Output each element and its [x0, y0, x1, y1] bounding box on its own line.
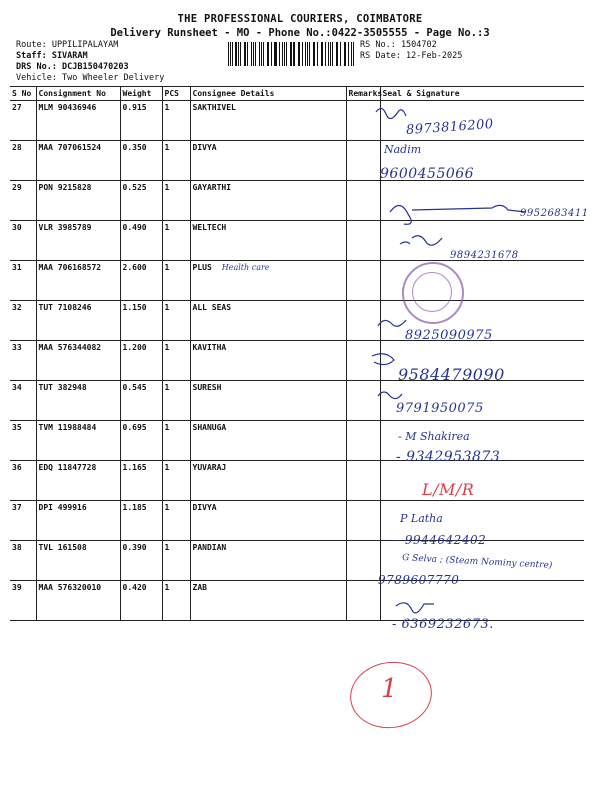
barcode-bar: [240, 42, 241, 66]
cell-sno-text: 32: [12, 303, 22, 312]
cell-pcs: [162, 181, 190, 221]
meta-left: [16, 40, 164, 84]
sig-27: 8973816200: [405, 116, 495, 139]
company-stamp: [402, 262, 464, 324]
table-row: [10, 381, 584, 421]
cell-consignment: [36, 461, 120, 501]
cell-consignment-text: TVL 161508: [38, 543, 87, 552]
sig-34: 9791950075: [396, 401, 484, 416]
cell-remarks: [346, 461, 380, 501]
cell-sno: [10, 381, 36, 421]
barcode-bar: [314, 42, 315, 66]
staff: Staff: SIVARAM: [16, 51, 88, 61]
cell-weight: [120, 421, 162, 461]
cell-consignment-text: TUT 382948: [38, 383, 87, 392]
col-sno: S No: [10, 87, 36, 101]
rs-date: RS Date: 12-Feb-2025: [360, 51, 463, 61]
cell-consignment-text: PON 9215828: [38, 183, 92, 192]
table-row: [10, 301, 584, 341]
cell-pcs-text: 1: [164, 183, 170, 192]
runsheet-table: [10, 86, 584, 621]
cell-weight: [120, 141, 162, 181]
col-consignee: Consignee Details: [190, 87, 346, 101]
cell-weight-text: 0.420: [122, 583, 147, 592]
cell-pcs-text: 1: [164, 423, 170, 432]
col-signature: Seal & Signature: [380, 87, 584, 101]
cell-consignee: [190, 181, 346, 221]
cell-consignment: [36, 221, 120, 261]
cell-pcs-text: 1: [164, 343, 170, 352]
sig-35-name: - M Shakirea: [398, 430, 470, 443]
sig-32: 8925090975: [405, 328, 493, 343]
barcode-bar: [255, 42, 256, 66]
meta-right: [360, 40, 462, 62]
cell-signature: [380, 461, 584, 501]
cell-sno: [10, 421, 36, 461]
col-consignment: Consignment No: [36, 87, 120, 101]
cell-consignee: [190, 141, 346, 181]
cell-pcs: [162, 221, 190, 261]
cell-sno: [10, 541, 36, 581]
barcode-bar: [275, 42, 276, 66]
cell-sno: [10, 101, 36, 141]
barcode: [228, 42, 356, 66]
cell-consignee: [190, 261, 346, 301]
cell-consignee: [190, 381, 346, 421]
sig-35: - 9342953873: [396, 449, 501, 465]
barcode-bar: [351, 42, 352, 66]
barcode-bar: [286, 42, 287, 66]
cell-remarks: [346, 581, 380, 621]
cell-sno-text: 28: [12, 143, 22, 152]
cell-pcs-text: 1: [164, 463, 170, 472]
barcode-bar: [251, 42, 252, 66]
cell-consignee: [190, 501, 346, 541]
cell-pcs-text: 1: [164, 263, 170, 272]
cell-pcs-text: 1: [164, 143, 170, 152]
cell-weight: [120, 541, 162, 581]
cell-remarks: [346, 501, 380, 541]
vehicle: Vehicle: Two Wheeler Delivery: [16, 73, 165, 83]
cell-consignment-text: VLR 3985789: [38, 223, 92, 232]
barcode-bar: [337, 42, 338, 66]
cell-consignee-text: ALL SEAS: [192, 303, 232, 312]
cell-consignee: [190, 581, 346, 621]
rs-number: RS No.: 1504702: [360, 40, 437, 50]
barcode-bar: [279, 42, 280, 66]
cell-pcs-text: 1: [164, 303, 170, 312]
table-header: [10, 87, 584, 101]
cell-pcs-text: 1: [164, 103, 170, 112]
cell-consignee: [190, 101, 346, 141]
barcode-bar: [247, 42, 248, 66]
cell-consignment-text: MAA 576344082: [38, 343, 102, 352]
cell-remarks: [346, 101, 380, 141]
barcode-bar: [235, 42, 236, 66]
cell-sno-text: 37: [12, 503, 22, 512]
cell-consignment: [36, 141, 120, 181]
col-weight: Weight: [120, 87, 162, 101]
cell-sno: [10, 301, 36, 341]
sig-28: 9600455066: [380, 166, 475, 182]
cell-consignee: [190, 421, 346, 461]
cell-weight-text: 0.915: [122, 103, 147, 112]
cell-sno-text: 30: [12, 223, 22, 232]
barcode-bar: [328, 42, 329, 66]
cell-sno: [10, 341, 36, 381]
cell-sno: [10, 181, 36, 221]
cell-pcs-text: 1: [164, 223, 170, 232]
cell-consignee-text: ZAB: [192, 583, 207, 592]
cell-weight: [120, 501, 162, 541]
cell-sno-text: 35: [12, 423, 22, 432]
cell-consignee: [190, 341, 346, 381]
cell-consignment-text: TUT 7108246: [38, 303, 92, 312]
cell-pcs: [162, 501, 190, 541]
cell-pcs: [162, 101, 190, 141]
barcode-bar: [263, 42, 264, 66]
barcode-bar: [309, 42, 310, 66]
cell-pcs: [162, 381, 190, 421]
cell-pcs: [162, 141, 190, 181]
cell-pcs-text: 1: [164, 543, 170, 552]
barcode-bar: [322, 42, 323, 66]
sig-38-name: G Selva ; (Steam Nominy centre): [401, 553, 553, 571]
cell-remarks: [346, 381, 380, 421]
barcode-bar: [344, 42, 345, 66]
cell-consignment: [36, 421, 120, 461]
cell-weight-text: 1.185: [122, 503, 147, 512]
cell-weight: [120, 341, 162, 381]
cell-remarks: [346, 221, 380, 261]
sig-37: - 9944642402: [396, 533, 487, 547]
barcode-bar: [228, 42, 229, 66]
cell-pcs-text: 1: [164, 503, 170, 512]
cell-weight-text: 1.150: [122, 303, 147, 312]
cell-remarks: [346, 421, 380, 461]
cell-sno-text: 39: [12, 583, 22, 592]
cell-consignee-text: YUVARAJ: [192, 463, 227, 472]
cell-weight: [120, 461, 162, 501]
cell-pcs: [162, 341, 190, 381]
cell-pcs-text: 1: [164, 583, 170, 592]
cell-weight-text: 2.600: [122, 263, 147, 272]
cell-consignment-text: DPI 499916: [38, 503, 87, 512]
cell-consignee-text: KAVITHA: [192, 343, 227, 352]
table-row: [10, 181, 584, 221]
cell-consignment-text: MAA 706168572: [38, 263, 102, 272]
cell-sno-text: 31: [12, 263, 22, 272]
table-row: [10, 581, 584, 621]
cell-sno-text: 27: [12, 103, 22, 112]
cell-consignment: [36, 261, 120, 301]
drs-number: DRS No.: DCJB150470203: [16, 62, 129, 72]
cell-consignee-text: WELTECH: [192, 223, 227, 232]
cell-weight: [120, 261, 162, 301]
barcode-bar: [302, 42, 303, 66]
cell-consignment-text: MAA 707061524: [38, 143, 102, 152]
cell-weight: [120, 101, 162, 141]
cell-consignee: [190, 221, 346, 261]
cell-weight: [120, 381, 162, 421]
sig-38: 9789607770: [378, 573, 460, 587]
cell-weight-text: 1.200: [122, 343, 147, 352]
cell-sno-text: 33: [12, 343, 22, 352]
sig-33: 9584479090: [398, 365, 505, 384]
consignee-note: Health care: [221, 263, 270, 272]
cell-sno: [10, 261, 36, 301]
cell-sno-text: 29: [12, 183, 22, 192]
cell-sno: [10, 581, 36, 621]
cell-weight: [120, 181, 162, 221]
cell-pcs: [162, 261, 190, 301]
cell-consignee-text: SURESH: [192, 383, 222, 392]
cell-weight: [120, 301, 162, 341]
table-row: [10, 141, 584, 181]
cell-sno-text: 36: [12, 463, 22, 472]
cell-consignment: [36, 381, 120, 421]
cell-consignee-text: GAYARTHI: [192, 183, 232, 192]
cell-remarks: [346, 141, 380, 181]
col-pcs: PCS: [162, 87, 190, 101]
cell-pcs: [162, 541, 190, 581]
cell-sno-text: 38: [12, 543, 22, 552]
cell-consignee-text: SAKTHIVEL: [192, 103, 236, 112]
cell-sno-text: 34: [12, 383, 22, 392]
cell-consignment: [36, 341, 120, 381]
cell-pcs: [162, 461, 190, 501]
barcode-bar: [268, 42, 269, 66]
circled-number: 1: [381, 674, 398, 704]
cell-sno: [10, 501, 36, 541]
cell-consignee: [190, 461, 346, 501]
cell-pcs: [162, 301, 190, 341]
table-row: [10, 461, 584, 501]
table-row: [10, 501, 584, 541]
barcode-bar: [293, 42, 294, 66]
cell-consignee-text: PLUS: [192, 263, 212, 272]
cell-weight: [120, 581, 162, 621]
cell-remarks: [346, 181, 380, 221]
sig-39: - 6369232673.: [392, 617, 494, 632]
sig-36: L/M/R: [422, 480, 475, 499]
cell-consignee: [190, 541, 346, 581]
barcode-bar: [330, 42, 331, 66]
cell-pcs: [162, 421, 190, 461]
table-row: [10, 261, 584, 301]
barcode-bar: [353, 42, 354, 66]
runsheet-subtitle: Delivery Runsheet - MO - Phone No.:0422-3505555 - Page No.:3: [110, 27, 490, 39]
cell-sno: [10, 141, 36, 181]
cell-consignee-text: DIVYA: [192, 143, 217, 152]
cell-consignment: [36, 181, 120, 221]
cell-remarks: [346, 301, 380, 341]
cell-pcs: [162, 581, 190, 621]
cell-consignment: [36, 581, 120, 621]
col-remarks: Remarks: [346, 87, 380, 101]
cell-consignment: [36, 101, 120, 141]
cell-consignment-text: MAA 576320010: [38, 583, 102, 592]
cell-sno: [10, 221, 36, 261]
cell-remarks: [346, 541, 380, 581]
cell-consignment-text: MLM 90436946: [38, 103, 97, 112]
cell-consignee-text: SHANUGA: [192, 423, 227, 432]
route: Route: UPPILIPALAYAM: [16, 40, 119, 50]
cell-consignee-text: DIVYA: [192, 503, 217, 512]
table-row: [10, 101, 584, 141]
sig-37-name: P Latha: [400, 512, 443, 525]
sig-28-name: Nadim: [384, 143, 422, 156]
cell-pcs-text: 1: [164, 383, 170, 392]
cell-consignment: [36, 541, 120, 581]
cell-consignee: [190, 301, 346, 341]
cell-weight-text: 0.695: [122, 423, 147, 432]
cell-consignee-text: PANDIAN: [192, 543, 227, 552]
sig-29: 9952683411: [520, 208, 589, 219]
cell-remarks: [346, 261, 380, 301]
cell-weight-text: 0.490: [122, 223, 147, 232]
cell-weight-text: 0.525: [122, 183, 147, 192]
cell-remarks: [346, 341, 380, 381]
cell-consignment: [36, 501, 120, 541]
cell-weight-text: 1.165: [122, 463, 147, 472]
cell-sno: [10, 461, 36, 501]
cell-consignment-text: EDQ 11847728: [38, 463, 97, 472]
company-title: THE PROFESSIONAL COURIERS, COIMBATORE: [177, 13, 423, 25]
cell-consignment-text: TVM 11988484: [38, 423, 97, 432]
cell-weight-text: 0.350: [122, 143, 147, 152]
cell-weight-text: 0.390: [122, 543, 147, 552]
cell-consignment: [36, 301, 120, 341]
sig-30: 9894231678: [450, 250, 519, 261]
cell-weight-text: 0.545: [122, 383, 147, 392]
barcode-bar: [299, 42, 300, 66]
cell-weight: [120, 221, 162, 261]
